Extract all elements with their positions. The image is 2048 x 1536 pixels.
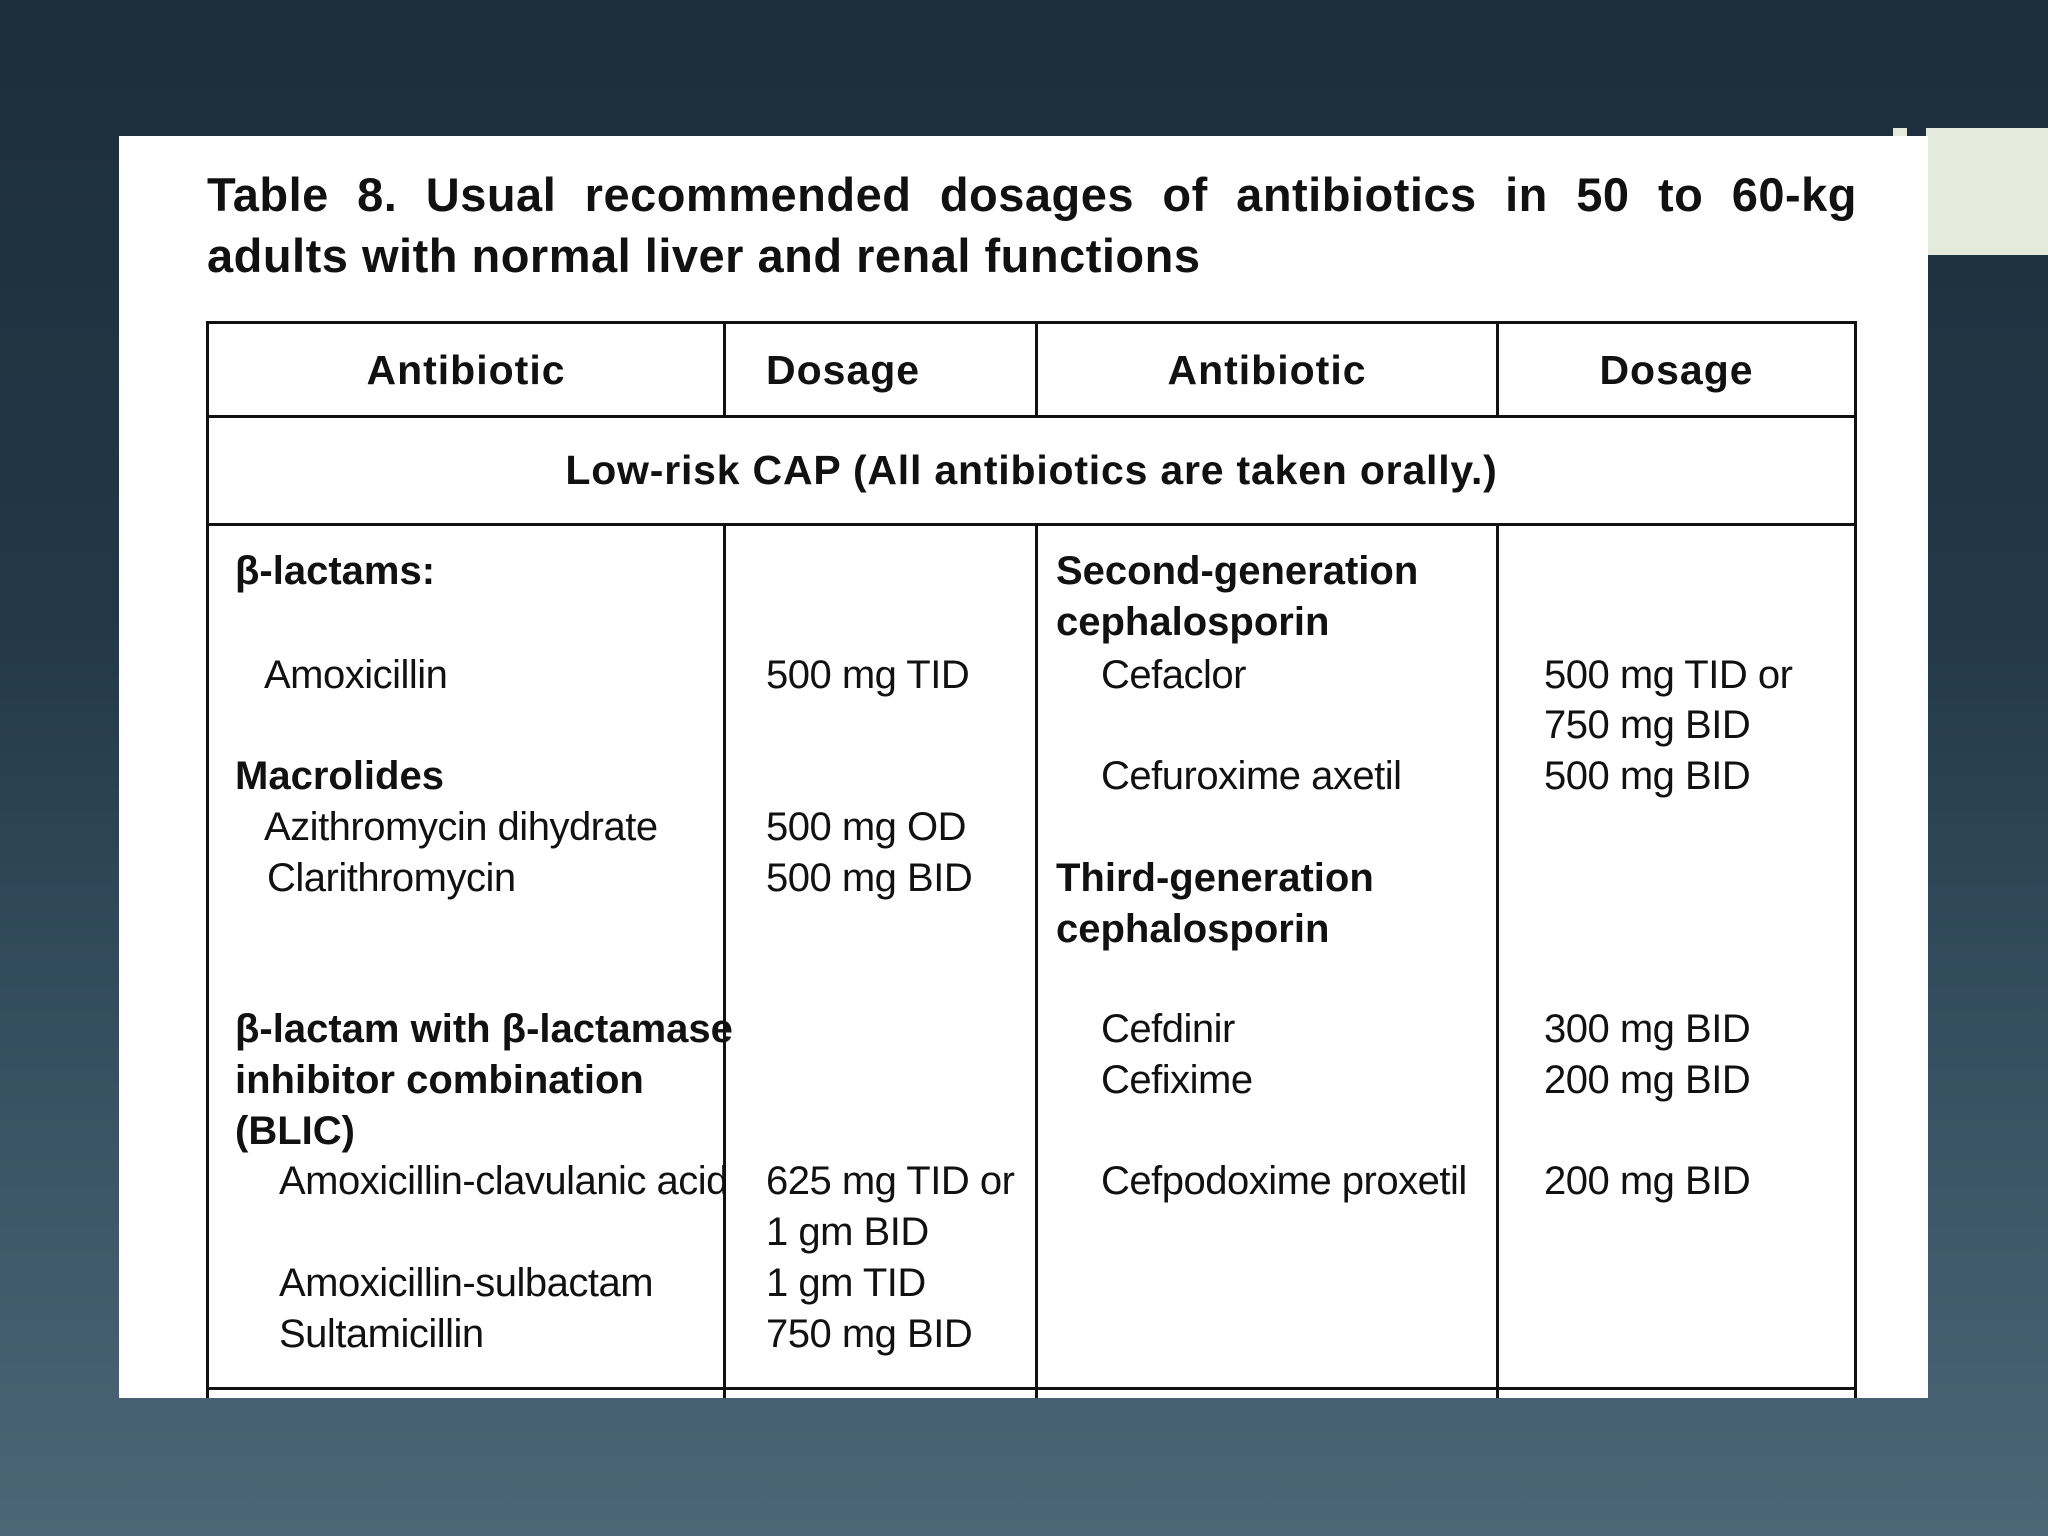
drug-name: Amoxicillin-sulbactam [279, 1261, 654, 1305]
drug-name: Cefaclor [1101, 653, 1246, 697]
group-heading: β-lactam with β-lactamase [235, 1007, 733, 1051]
table-caption: Table 8. Usual recommended dosages of antibiotics in 50 to 60-kg adults with normal liver and renal functions [207, 168, 1857, 282]
drug-name: Cefdinir [1101, 1007, 1235, 1051]
drug-dosage: 500 mg TID [766, 653, 970, 697]
group-heading: β-lactams: [235, 549, 436, 593]
accent-mark [1893, 128, 1907, 136]
group-heading: inhibitor combination [235, 1058, 644, 1102]
drug-dosage: 625 mg TID or [766, 1159, 1015, 1203]
column-divider [1035, 524, 1038, 1398]
drug-name: Cefixime [1101, 1058, 1253, 1102]
slide-card [119, 136, 1928, 1398]
group-heading: cephalosporin [1056, 600, 1330, 644]
drug-dosage: 500 mg OD [766, 805, 967, 849]
drug-dosage: 1 gm TID [766, 1261, 926, 1305]
group-heading: Second-generation [1056, 549, 1419, 593]
group-heading: Third-generation [1056, 856, 1374, 900]
drug-name: Clarithromycin [267, 856, 516, 900]
group-heading: Macrolides [235, 754, 444, 798]
group-heading: (BLIC) [235, 1109, 355, 1153]
drug-dosage: 750 mg BID [1544, 703, 1751, 747]
column-divider [723, 524, 726, 1398]
drug-dosage: 200 mg BID [1544, 1058, 1751, 1102]
header-dosage: Dosage [766, 346, 921, 393]
drug-name: Amoxicillin-clavulanic acid [279, 1159, 728, 1203]
drug-dosage: 200 mg BID [1544, 1159, 1751, 1203]
bottom-rule [209, 1387, 1854, 1390]
header-antibiotic-2: Antibiotic [1167, 346, 1367, 393]
drug-name: Cefpodoxime proxetil [1101, 1159, 1467, 1203]
drug-name: Cefuroxime axetil [1101, 754, 1402, 798]
column-divider [1496, 524, 1499, 1398]
group-heading: cephalosporin [1056, 907, 1330, 951]
drug-dosage: 500 mg BID [1544, 754, 1751, 798]
header-dosage-2: Dosage [1599, 346, 1754, 393]
accent-bar [1926, 128, 2048, 255]
drug-dosage: 300 mg BID [1544, 1007, 1751, 1051]
drug-name: Amoxicillin [264, 653, 448, 697]
drug-name: Azithromycin dihydrate [264, 805, 658, 849]
drug-name: Sultamicillin [279, 1312, 484, 1356]
header-antibiotic: Antibiotic [366, 346, 566, 393]
drug-dosage: 1 gm BID [766, 1210, 929, 1254]
drug-dosage: 750 mg BID [766, 1312, 973, 1356]
section-title: Low-risk CAP (All antibiotics are taken orally.) [565, 446, 1498, 493]
drug-dosage: 500 mg TID or [1544, 653, 1793, 697]
dosage-table [206, 321, 1857, 1398]
drug-dosage: 500 mg BID [766, 856, 973, 900]
